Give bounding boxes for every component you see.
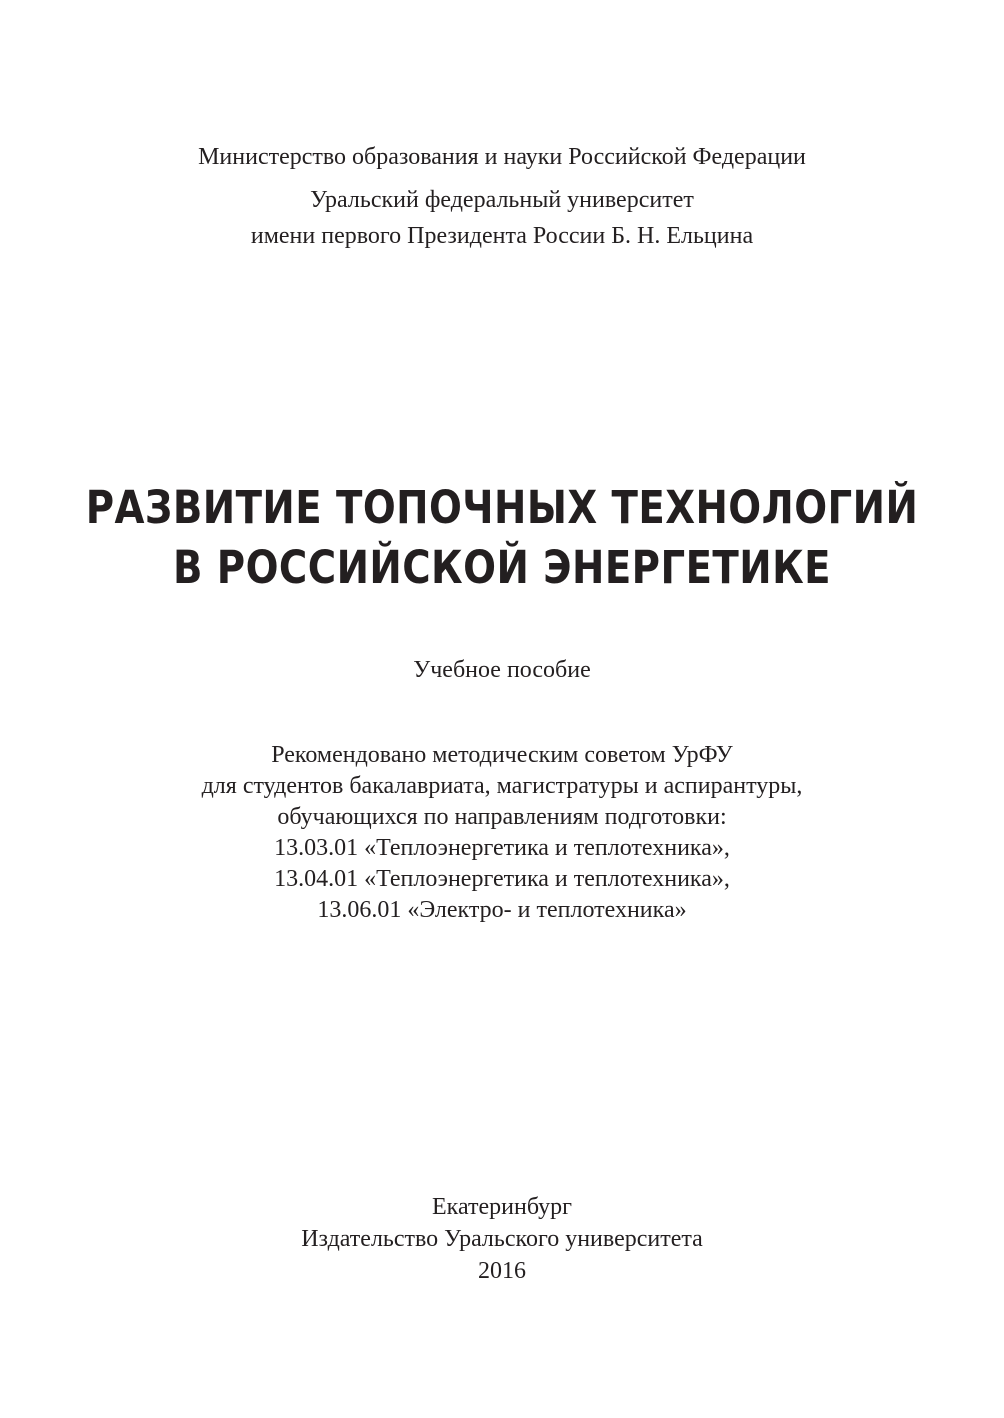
ministry-name: Министерство образования и науки Российской Федерации xyxy=(198,144,806,170)
imprint-city: Екатеринбург xyxy=(432,1194,572,1220)
recommendation-block xyxy=(0,740,1004,926)
imprint-block xyxy=(0,1191,1004,1287)
university-header xyxy=(0,182,1004,254)
book-title-line-2: В РОССИЙСКОЙ ЭНЕРГЕТИКЕ xyxy=(172,541,832,594)
ministry-header xyxy=(0,139,1004,175)
book-title xyxy=(70,478,933,598)
book-subtitle xyxy=(0,652,1004,688)
imprint-year: 2016 xyxy=(478,1258,526,1284)
publication-type: Учебное пособие xyxy=(413,657,591,683)
recommendation-line: 13.06.01 «Электро- и теплотехника» xyxy=(317,897,687,923)
recommendation-line: обучающихся по направлениям подготовки: xyxy=(277,804,727,830)
recommendation-line: Рекомендовано методическим советом УрФУ xyxy=(271,742,733,768)
recommendation-line: 13.03.01 «Теплоэнергетика и теплотехника», xyxy=(274,835,730,861)
university-name-line-2: имени первого Президента России Б. Н. Ельцина xyxy=(250,223,754,249)
book-title-line-1: РАЗВИТИЕ ТОПОЧНЫХ ТЕХНОЛОГИЙ xyxy=(85,481,919,534)
recommendation-line: 13.04.01 «Теплоэнергетика и теплотехника», xyxy=(274,866,730,892)
recommendation-line: для студентов бакалавриата, магистратуры и аспирантуры, xyxy=(201,773,803,799)
university-name-line-1: Уральский федеральный университет xyxy=(310,187,694,213)
imprint-publisher: Издательство Уральского университета xyxy=(301,1226,703,1252)
